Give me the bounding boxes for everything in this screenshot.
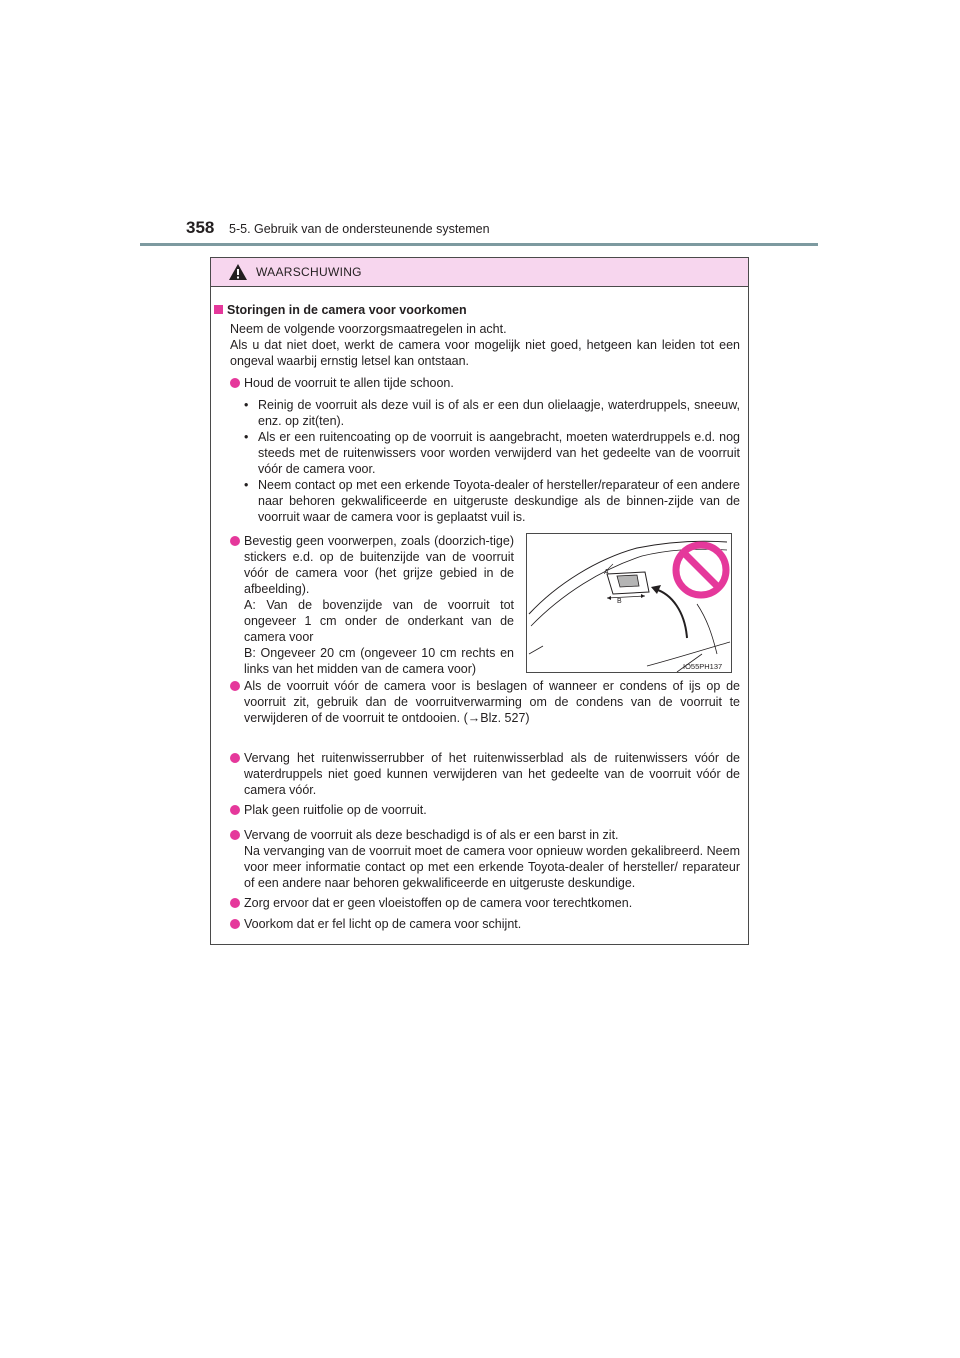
bullet-keep-clean: Houd de voorruit te allen tijde schoon.	[244, 376, 454, 390]
bullet-dot-icon	[230, 919, 240, 929]
sub-bullet-text: Neem contact op met een erkende Toyota-dealer of hersteller/reparateur of een andere naar behoren gekwalificeerde en uitgeruste deskundige als de binnen-zijde van de voorruit waar de camera voor is geplaatst vuil is.	[258, 478, 740, 524]
bullet-no-stickers: Bevestig geen voorwerpen, zoals (doorzich-tige) stickers e.d. op de buitenzijde van de voorruit vóór de camera voor (het grijze gebied in de afbeelding).	[244, 534, 514, 596]
bullet-no-liquids: Zorg ervoor dat er geen vloeistoffen op de camera voor terechtkomen.	[244, 896, 633, 910]
figure-label-a: A	[604, 569, 609, 576]
figure-code: IO55PH137	[683, 662, 723, 671]
note-a: A: Van de bovenzijde van de voorruit tot ongeveer 1 cm onder de onderkant van de camera voor	[244, 598, 514, 644]
sub-bullet-clean	[244, 397, 740, 429]
sub-bullet-text: Als er een ruitencoating op de voorruit is aangebracht, moeten waterdruppels e.d. nog steeds met de ruitenwissers voor worden verwijderd van het gedeelte van de voorruit vóór de camera voor.	[258, 430, 740, 476]
note-b: B: Ongeveer 20 cm (ongeveer 10 cm rechts en links van het midden van de camera voor)	[244, 646, 514, 676]
intro-line-1: Neem de volgende voorzorgsmaatregelen in acht.	[230, 322, 507, 336]
bullet-dot-icon	[230, 830, 240, 840]
bullet-dot-icon	[230, 898, 240, 908]
header-rule	[140, 243, 818, 246]
bullet-defrost: Als de voorruit vóór de camera voor is beslagen of wanneer er condens of ijs op de voorruit zit, gebruik dan de voorruitverwarming om de condens van de voorruit te verwijderen of de voorruit te ontdooien. (→Blz. 527)	[244, 679, 740, 725]
square-bullet-icon	[214, 305, 223, 314]
intro-line-2: Als u dat niet doet, werkt de camera voor mogelijk niet goed, hetgeen kan leiden tot een ongeval waarbij ernstig letsel kan ontstaan.	[230, 338, 740, 368]
figure-label-b: B	[617, 598, 622, 605]
section-title: 5-5. Gebruik van de ondersteunende systemen	[229, 222, 490, 236]
warning-triangle-icon	[228, 263, 248, 281]
bullet-replace-line-2: Na vervanging van de voorruit moet de camera voor opnieuw worden gekalibreerd. Neem voor meer informatie contact op met een erkende Toyota-dealer of hersteller/ reparateur of een andere naar behoren gekwalificeerde en uitgeruste deskundige.	[244, 844, 740, 890]
sub-bullet-contact	[244, 477, 740, 525]
bullet-replace-line-1: Vervang de voorruit als deze beschadigd is of als er een barst in zit.	[244, 828, 619, 842]
bullet-dot-icon	[230, 805, 240, 815]
sub-bullet-mark: •	[244, 478, 249, 492]
bullet-dot-icon	[230, 753, 240, 763]
sub-bullet-text: Reinig de voorruit als deze vuil is of als er een dun olielaagje, waterdruppels, sneeuw, enz. op zit(ten).	[258, 398, 740, 428]
sub-bullet-coating	[244, 429, 740, 477]
warning-header	[211, 258, 748, 287]
bullet-wipers: Vervang het ruitenwisserrubber of het ruitenwisserblad als de ruitenwissers vóór de waterdruppels niet goed kunnen verwijderen van het gedeelte van de voorruit vóór de camera vóór.	[244, 751, 740, 797]
bullet-no-film: Plak geen ruitfolie op de voorruit.	[244, 803, 427, 817]
warning-box	[210, 257, 749, 945]
warning-title: WAARSCHUWING	[256, 265, 362, 279]
sub-bullet-mark: •	[244, 398, 249, 412]
page-number: 358	[186, 218, 215, 237]
bullet-no-bright-light: Voorkom dat er fel licht op de camera voor schijnt.	[244, 917, 522, 931]
sub-bullet-mark: •	[244, 430, 249, 444]
bullet-dot-icon	[230, 681, 240, 691]
bullet-dot-icon	[230, 536, 240, 546]
warning-heading: Storingen in de camera voor voorkomen	[214, 302, 467, 318]
camera-figure	[526, 533, 732, 673]
windshield-illustration	[527, 534, 731, 672]
bullet-dot-icon	[230, 378, 240, 388]
